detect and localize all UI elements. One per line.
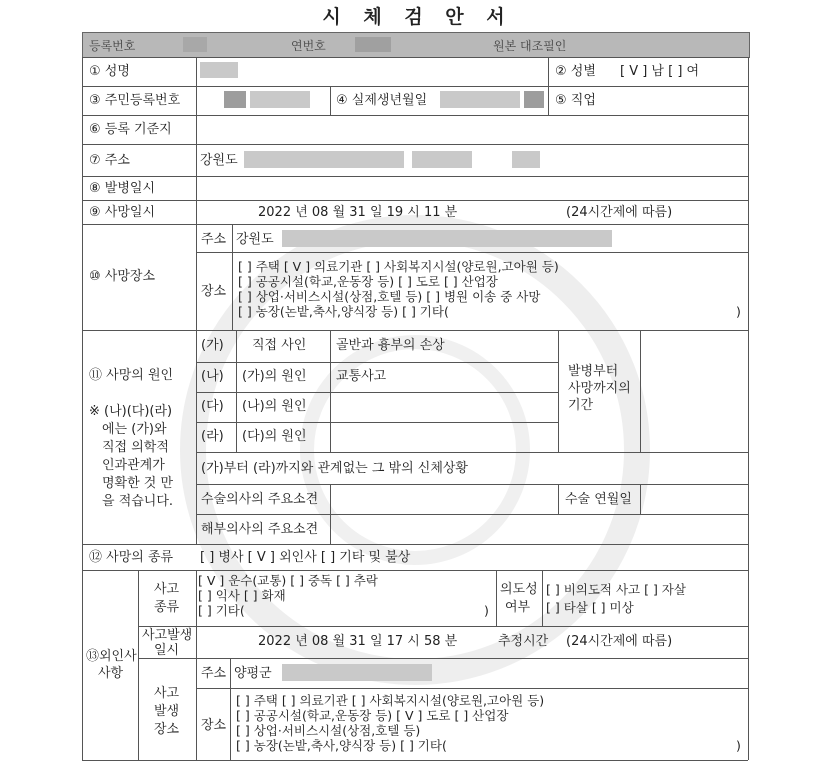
accident-time-note: (24시간제에 따름) [566, 634, 673, 649]
redacted-name [200, 62, 238, 78]
cause-na-title: (가)의 원인 [242, 369, 307, 384]
cause-note-2: 에는 (가)와 [102, 422, 167, 437]
death-kind-options: [ ] 병사 [ V ] 외인사 [ ] 기타 및 불상 [200, 550, 411, 565]
intent-label: 의도성 [500, 582, 538, 597]
redacted-address-b [412, 151, 472, 168]
death-place-place-label: 장소 [201, 284, 227, 299]
accident-time-value: 2022 년 08 월 31 일 17 시 58 분 [258, 634, 458, 649]
accident-place-line-4: [ ] 농장(논밭,축사,양식장 등) [ ] 기타( [236, 738, 447, 753]
accident-place-label-3: 장소 [154, 722, 180, 737]
address-label: ⑦ 주소 [89, 153, 130, 168]
cause-note-5: 명확한 것 만 [102, 476, 174, 491]
accident-type-label-2: 종류 [154, 600, 180, 615]
surgeon-findings-label: 수술의사의 주요소견 [201, 492, 319, 507]
accident-place-label-2: 발생 [154, 704, 180, 719]
redacted-serial-no [355, 37, 391, 52]
death-place-addr-value: 강원도 [236, 232, 274, 247]
redacted-reg-no [183, 37, 207, 52]
cause-label: ⑪ 사망의 원인 [89, 368, 174, 383]
cause-ga: (가) [201, 338, 224, 353]
accident-type-line-1: [ V ] 운수(교통) [ ] 중독 [ ] 추락 [198, 573, 378, 588]
onset-label: ⑧ 발병일시 [89, 181, 156, 196]
death-place-line-1: [ ] 주택 [ V ] 의료기관 [ ] 사회복지시설(양로원,고아원 등) [238, 259, 559, 274]
redacted-death-place [282, 230, 612, 247]
cause-note-1: ※ (나)(다)(라) [89, 404, 173, 419]
accident-time-label-2: 일시 [154, 643, 180, 658]
cause-note-6: 을 적습니다. [102, 494, 174, 509]
cause-da-title: (나)의 원인 [242, 399, 307, 414]
accident-type-label: 사고 [154, 582, 180, 597]
accident-place-label: 사고 [154, 686, 180, 701]
interval-label-1: 발병부터 [568, 364, 619, 379]
cause-da: (다) [201, 399, 224, 414]
sex-options: [ V ] 남 [ ] 여 [620, 64, 700, 79]
external-cause-label: ⑬외인사 [86, 649, 137, 664]
accident-place-addr-label: 주소 [201, 666, 227, 681]
reg-no-label: 등록번호 [89, 39, 136, 53]
death-place-addr-label: 주소 [201, 232, 227, 247]
header-bar [82, 32, 750, 58]
redacted-address [244, 151, 404, 168]
document-title: 시 체 검 안 서 [322, 6, 513, 28]
interval-label-2: 사망까지의 [568, 381, 631, 396]
death-place-label: ⑩ 사망장소 [89, 269, 156, 284]
dob-label: ④ 실제생년월일 [336, 93, 428, 108]
redacted-dob [440, 91, 520, 108]
redacted-address-c [512, 151, 540, 168]
accident-time-estimated: 추정시간 [498, 634, 549, 649]
accident-place-line-3: [ ] 상업·서비스시설(상점,호텔 등) [236, 723, 421, 738]
accident-place-addr-value: 양평군 [234, 666, 272, 681]
accident-place-line-2: [ ] 공공시설(학교,운동장 등) [ V ] 도로 [ ] 산업장 [236, 708, 509, 723]
death-time-label: ⑨ 사망일시 [89, 205, 156, 220]
redacted-accident-place [282, 664, 432, 681]
job-label: ⑤ 직업 [555, 93, 596, 108]
redacted-dob-b [524, 91, 544, 108]
death-place-close: ) [736, 304, 741, 319]
external-cause-label-2: 사항 [98, 666, 124, 681]
accident-type-line-2: [ ] 익사 [ ] 화재 [198, 588, 286, 603]
cause-ga-value: 골반과 흉부의 손상 [336, 338, 445, 353]
autopsy-findings-label: 해부의사의 주요소견 [201, 522, 319, 537]
accident-place-close: ) [736, 738, 741, 753]
accident-place-place-label: 장소 [201, 718, 227, 733]
accident-type-line-3: [ ] 기타( [198, 603, 245, 618]
university-seal-inner [300, 335, 530, 565]
death-time-note: (24시간제에 따름) [566, 205, 673, 220]
serial-no-label: 연번호 [291, 39, 326, 53]
original-seal-label: 원본 대조필인 [493, 39, 567, 53]
cause-note-3: 직접 의학적 [102, 440, 169, 455]
other-conditions-label: (가)부터 (라)까지와 관계없는 그 밖의 신체상황 [201, 461, 468, 476]
death-place-line-4: [ ] 농장(논밭,축사,양식장 등) [ ] 기타( [238, 304, 449, 319]
cause-na: (나) [201, 369, 224, 384]
surgery-date-label: 수술 연월일 [565, 492, 632, 507]
accident-time-label: 사고발생 [142, 628, 193, 643]
sex-label: ② 성별 [555, 64, 596, 79]
intent-line-1: [ ] 비의도적 사고 [ ] 자살 [546, 582, 686, 597]
death-time-value: 2022 년 08 월 31 일 19 시 11 분 [258, 205, 458, 220]
rrn-label: ③ 주민등록번호 [89, 93, 181, 108]
redacted-rrn-b [250, 91, 310, 108]
address-value: 강원도 [200, 153, 238, 168]
death-place-line-3: [ ] 상업·서비스시설(상점,호텔 등) [ ] 병원 이송 중 사망 [238, 289, 541, 304]
cause-ra: (라) [201, 429, 224, 444]
registry-label: ⑥ 등록 기준지 [89, 122, 172, 137]
cause-na-value: 교통사고 [336, 369, 387, 384]
intent-line-2: [ ] 타살 [ ] 미상 [546, 600, 634, 615]
death-kind-label: ⑫ 사망의 종류 [89, 550, 174, 565]
cause-ra-title: (다)의 원인 [242, 429, 307, 444]
intent-label-2: 여부 [505, 600, 531, 615]
accident-place-line-1: [ ] 주택 [ ] 의료기관 [ ] 사회복지시설(양로원,고아원 등) [236, 693, 545, 708]
death-place-line-2: [ ] 공공시설(학교,운동장 등) [ ] 도로 [ ] 산업장 [238, 274, 498, 289]
interval-label-3: 기간 [568, 398, 594, 413]
cause-note-4: 인과관계가 [102, 458, 165, 473]
accident-type-close: ) [484, 603, 489, 618]
redacted-rrn-a [224, 91, 246, 108]
name-label: ① 성명 [89, 64, 130, 79]
cause-ga-title: 직접 사인 [252, 338, 307, 353]
